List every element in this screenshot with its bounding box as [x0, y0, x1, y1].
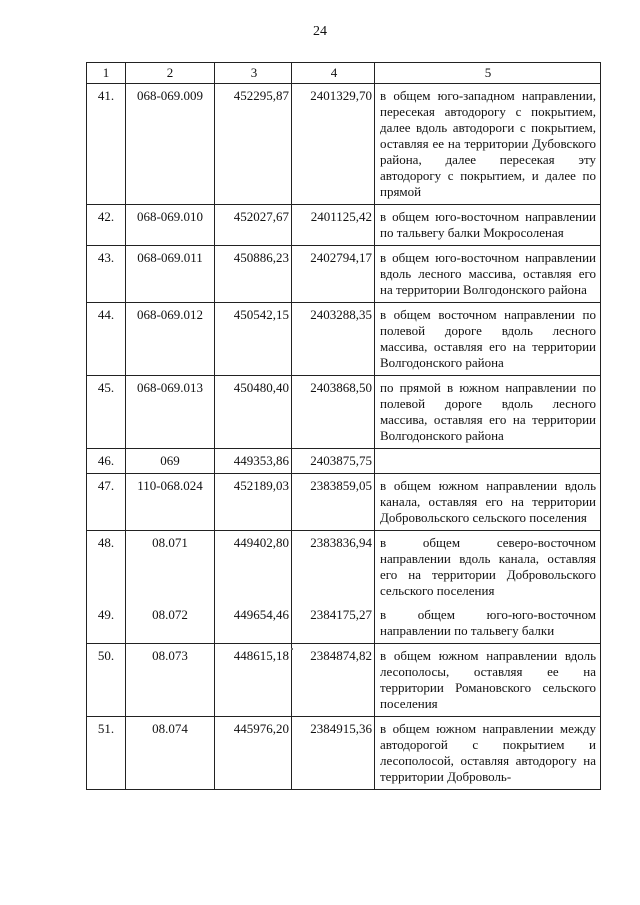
coord-y: 2402794,17 [292, 246, 375, 303]
row-number: 47. [87, 474, 126, 531]
coord-y: 2383836,94 [292, 531, 375, 604]
table-row [87, 376, 601, 449]
table-row [87, 474, 601, 531]
header-col-3: 3 [215, 63, 292, 84]
description: в общем южном направлении вдоль канала, оставляя его на территории Добровольского сельского поселения [375, 474, 601, 531]
coord-y: 2384175,27 [292, 603, 375, 644]
point-code: 08.072 [126, 603, 215, 644]
table-row [87, 531, 601, 604]
header-col-1: 1 [87, 63, 126, 84]
row-number: 50. [87, 644, 126, 717]
coord-x: 452189,03 [215, 474, 292, 531]
description: в общем южном направлении между автодорогой с покрытием и лесополосой, оставляя автодорогу на территории Доброволь- [375, 717, 601, 790]
description: в общем северо-восточном направлении вдоль канала, оставляя его на территории Добровольского сельского поселения [375, 531, 601, 604]
header-col-2: 2 [126, 63, 215, 84]
table-header-row [87, 63, 601, 84]
row-number: 44. [87, 303, 126, 376]
description [375, 449, 601, 474]
table-row [87, 205, 601, 246]
row-number: 51. [87, 717, 126, 790]
coord-x: 449353,86 [215, 449, 292, 474]
description: в общем восточном направлении по полевой дороге вдоль лесного массива, оставляя его на территории Волгодонского района [375, 303, 601, 376]
coord-y: 2403288,35 [292, 303, 375, 376]
table-row [87, 603, 601, 644]
coord-x: 450480,40 [215, 376, 292, 449]
point-code: 08.073 [126, 644, 215, 717]
table-row [87, 84, 601, 205]
table-row [87, 303, 601, 376]
coord-y: 2401125,42 [292, 205, 375, 246]
description: в общем юго-восточном направлении вдоль лесного массива, оставляя его на территории Волгодонского района [375, 246, 601, 303]
row-number: 45. [87, 376, 126, 449]
coord-x: 449654,46 [215, 603, 292, 644]
table-row [87, 644, 601, 717]
point-code: 08.071 [126, 531, 215, 604]
table-row [87, 246, 601, 303]
coord-x: 450542,15 [215, 303, 292, 376]
row-number: 49. [87, 603, 126, 644]
point-code: 069 [126, 449, 215, 474]
page-number: 24 [313, 24, 327, 39]
row-number: 43. [87, 246, 126, 303]
point-code: 068-069.009 [126, 84, 215, 205]
coord-x: 452295,87 [215, 84, 292, 205]
description: в общем юго-юго-восточном направлении по тальвегу балки [375, 603, 601, 644]
description: в общем юго-западном направлении, пересекая автодорогу с покрытием, далее вдоль автодороги с покрытием, оставляя ее на территории Дубовского района, далее пересекая эту автодорогу с покрытием, и далее по прямой [375, 84, 601, 205]
point-code: 068-069.012 [126, 303, 215, 376]
row-number: 41. [87, 84, 126, 205]
coord-y: 2384915,36 [292, 717, 375, 790]
row-number: 46. [87, 449, 126, 474]
description: по прямой в южном направлении по полевой дороге вдоль лесного массива, оставляя его на территории Волгодонского района [375, 376, 601, 449]
row-number: 42. [87, 205, 126, 246]
point-code: 110-068.024 [126, 474, 215, 531]
scan-speck [291, 648, 293, 650]
point-code: 08.074 [126, 717, 215, 790]
table-row [87, 449, 601, 474]
coord-x: 452027,67 [215, 205, 292, 246]
header-col-5: 5 [375, 63, 601, 84]
coord-y: 2384874,82 [292, 644, 375, 717]
coord-y: 2401329,70 [292, 84, 375, 205]
point-code: 068-069.011 [126, 246, 215, 303]
table-row [87, 717, 601, 790]
point-code: 068-069.013 [126, 376, 215, 449]
row-number: 48. [87, 531, 126, 604]
description: в общем юго-восточном направлении по тальвегу балки Мокросоленая [375, 205, 601, 246]
coord-x: 445976,20 [215, 717, 292, 790]
coord-y: 2383859,05 [292, 474, 375, 531]
header-col-4: 4 [292, 63, 375, 84]
coord-y: 2403875,75 [292, 449, 375, 474]
coord-x: 450886,23 [215, 246, 292, 303]
coord-y: 2403868,50 [292, 376, 375, 449]
boundary-points-table [86, 62, 601, 790]
coord-x: 449402,80 [215, 531, 292, 604]
coord-x: 448615,18 [215, 644, 292, 717]
point-code: 068-069.010 [126, 205, 215, 246]
description: в общем южном направлении вдоль лесополосы, оставляя ее на территории Романовского сельского поселения [375, 644, 601, 717]
